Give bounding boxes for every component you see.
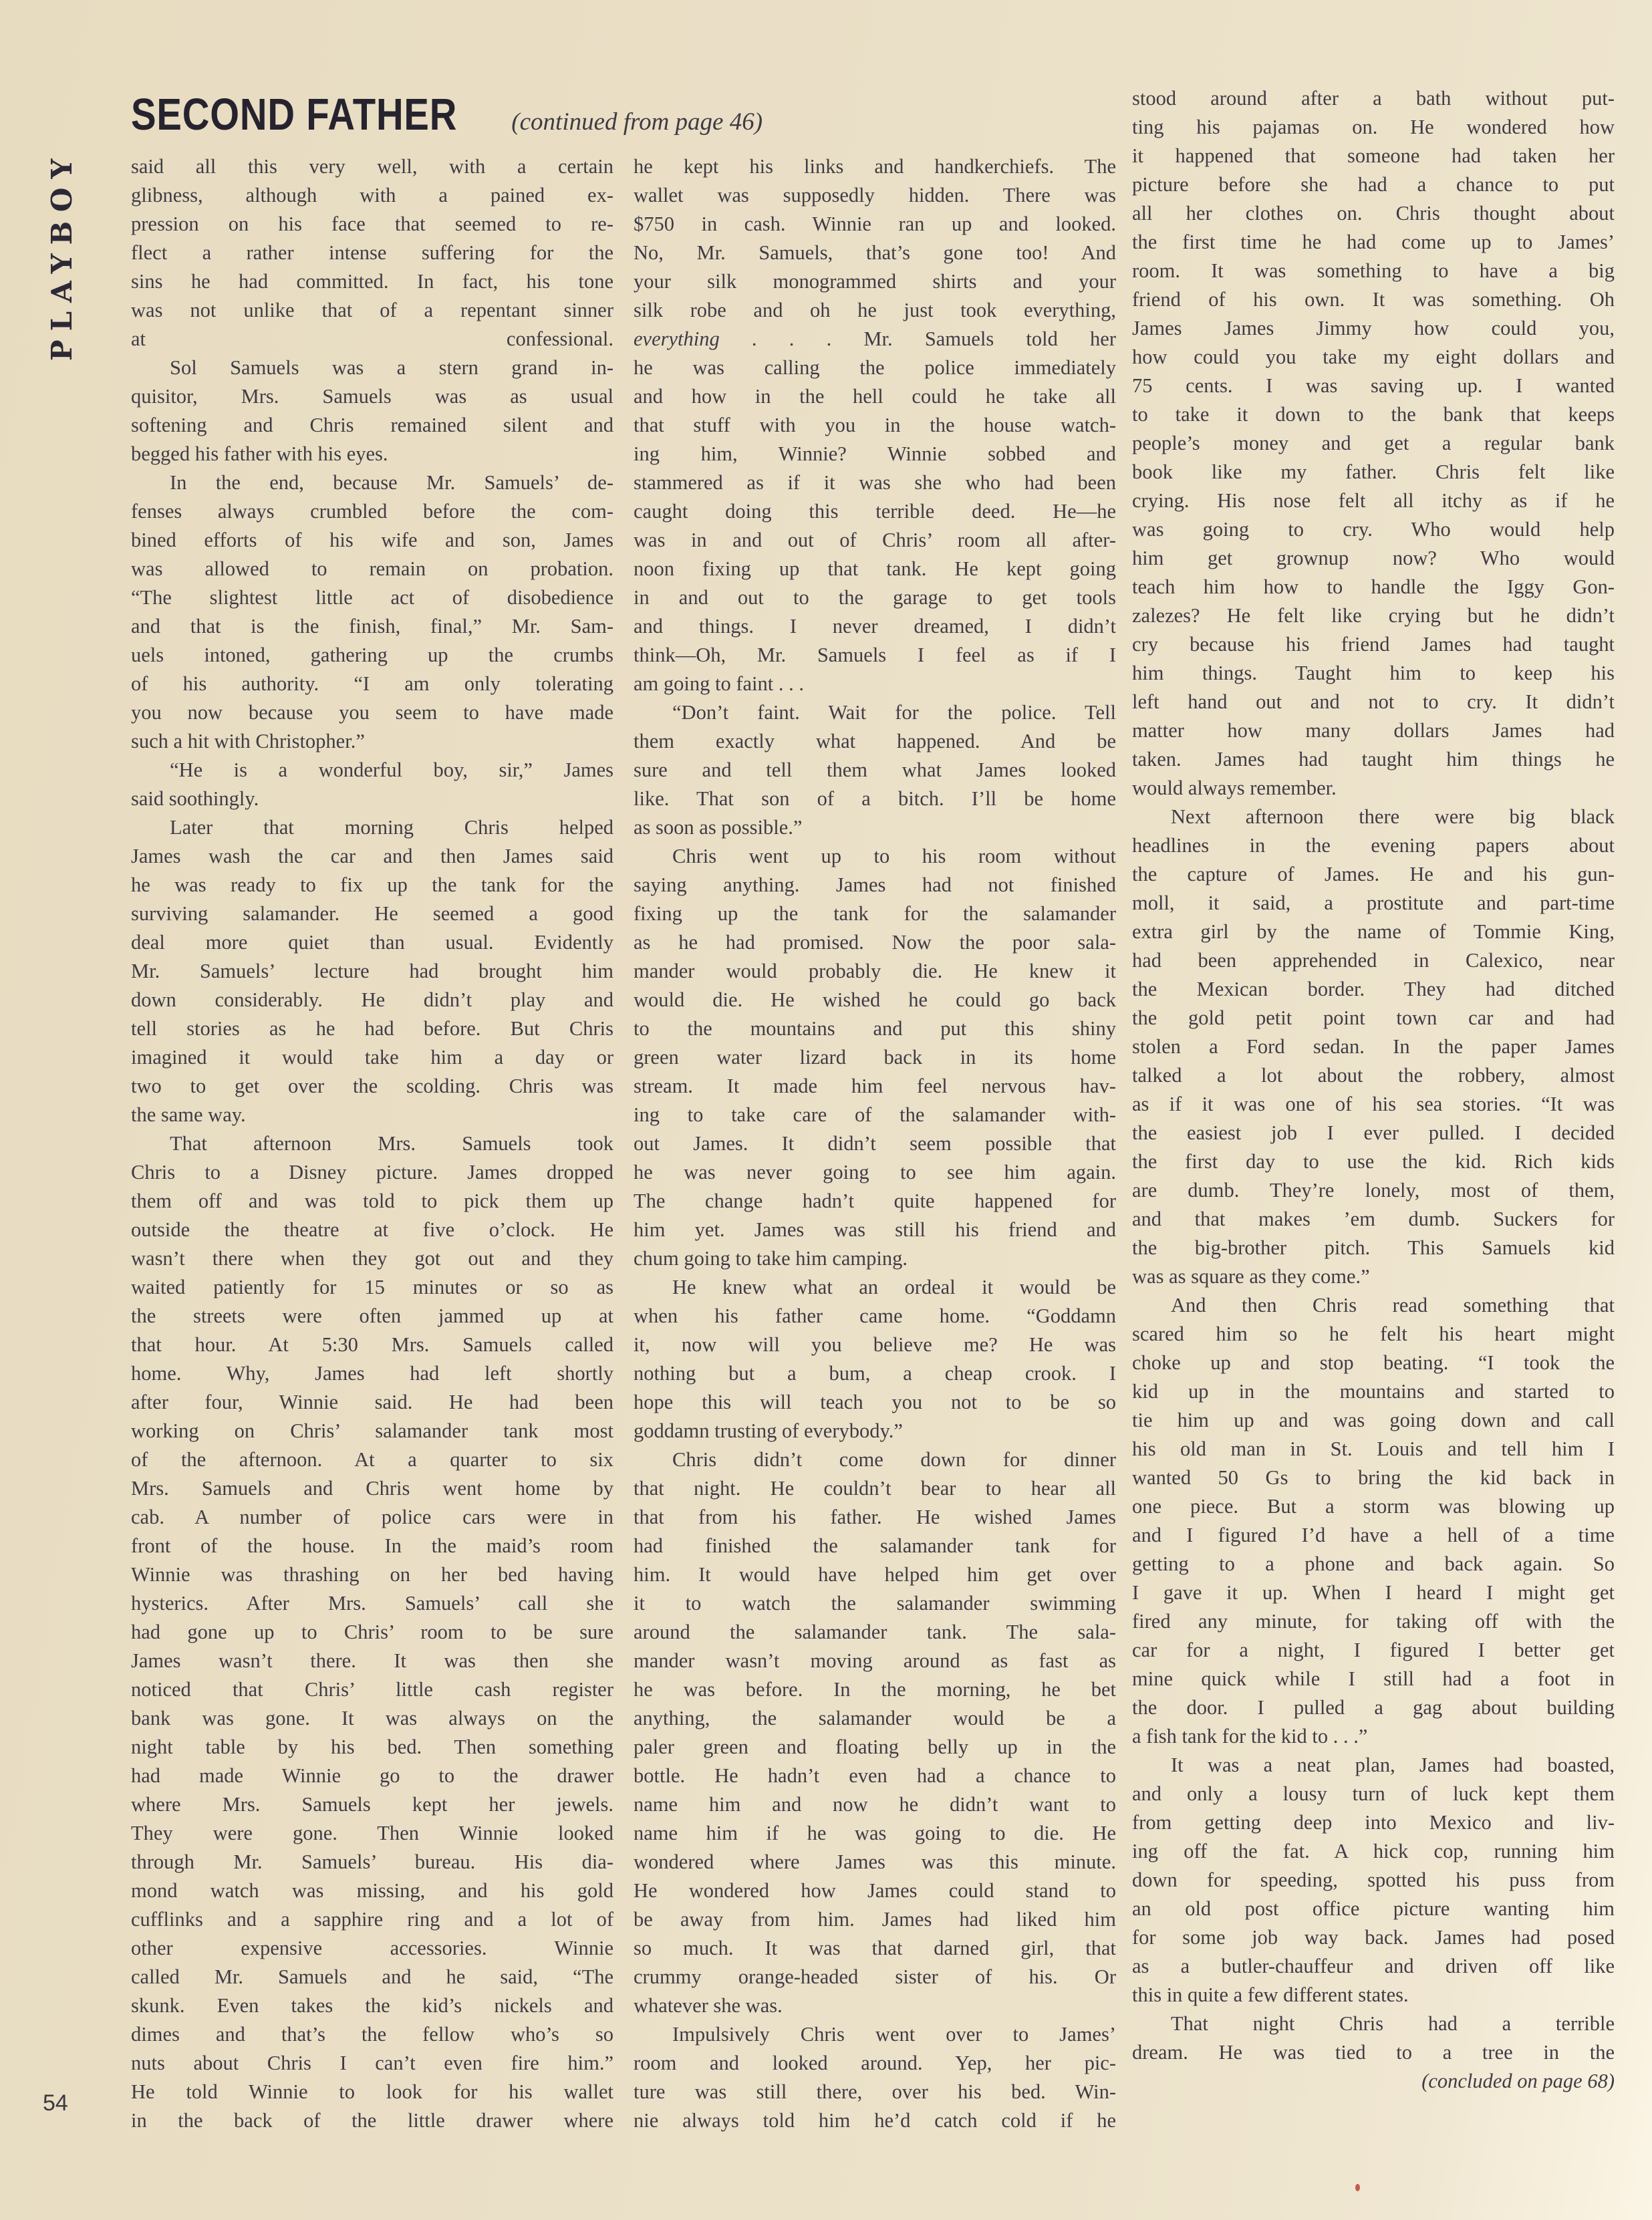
text-line: the first day to use the kid. Rich kids <box>1132 1150 1615 1173</box>
paragraph <box>634 2020 1116 2135</box>
text-line: bank was gone. It was always on the <box>131 1707 613 1729</box>
text-line: that stuff with you in the house watch- <box>634 414 1116 436</box>
text-column-1 <box>131 152 613 2135</box>
text-line: called Mr. Samuels and he said, “The <box>131 1965 613 1988</box>
text-line: it to watch the salamander swimming <box>634 1592 1116 1615</box>
text-line: as soon as possible.” <box>634 816 803 839</box>
paragraph <box>1132 803 1615 1291</box>
text-line: He told Winnie to look for his wallet <box>131 2080 613 2103</box>
article-title: SECOND FATHER <box>131 90 458 140</box>
text-line: name him if he was going to die. He <box>634 1822 1116 1844</box>
text-line: through Mr. Samuels’ bureau. His dia- <box>131 1850 613 1873</box>
text-line: Sol Samuels was a stern grand in- <box>170 356 613 379</box>
text-line: surviving salamander. He seemed a good <box>131 902 613 925</box>
text-line: In the end, because Mr. Samuels’ de- <box>170 471 613 494</box>
text-line: uels intoned, gathering up the crumbs <box>131 644 613 666</box>
text-line: and only a lousy turn of luck kept them <box>1132 1782 1615 1805</box>
text-line: am going to faint . . . <box>634 672 804 695</box>
text-line: ing off the fat. A hick cop, running him <box>1132 1840 1615 1862</box>
text-line: the gold petit point town car and had <box>1132 1006 1615 1029</box>
text-line: sins he had committed. In fact, his tone <box>131 270 613 293</box>
text-line: Chris didn’t come down for dinner <box>672 1448 1116 1471</box>
text-line: That night Chris had a terrible <box>1171 2012 1615 2035</box>
paragraph <box>131 152 613 354</box>
text-line: skunk. Even takes the kid’s nickels and <box>131 1994 613 2017</box>
text-line: It was a neat plan, James had boasted, <box>1171 1754 1615 1776</box>
text-line: like. That son of a bitch. I’ll be home <box>634 787 1116 810</box>
text-line: down considerably. He didn’t play and <box>131 988 613 1011</box>
text-line: he was calling the police immediately <box>634 356 1116 379</box>
text-line: goddamn trusting of everybody.” <box>634 1419 903 1442</box>
concluded-note <box>1132 2067 1615 2096</box>
text-line: nothing but a bum, a cheap crook. I <box>634 1362 1116 1385</box>
paragraph <box>634 1273 1116 1445</box>
text-line: name him and now he didn’t want to <box>634 1793 1116 1816</box>
text-line: $750 in cash. Winnie ran up and looked. <box>634 213 1116 235</box>
text-line: Later that morning Chris helped <box>170 816 613 839</box>
text-line: was not unlike that of a repentant sinner <box>131 299 613 321</box>
paragraph <box>634 698 1116 842</box>
text-line: and that makes ’em dumb. Suckers for <box>1132 1208 1615 1230</box>
text-line: Mrs. Samuels and Chris went home by <box>131 1477 613 1500</box>
paragraph <box>131 756 613 813</box>
text-line: flect a rather intense suffering for the <box>131 241 613 264</box>
text-column-2 <box>634 152 1116 2135</box>
text-line: (concluded on page 68) <box>1421 2070 1615 2092</box>
text-line: an old post office picture wanting him <box>1132 1897 1615 1920</box>
paragraph <box>131 354 613 468</box>
paragraph <box>131 468 613 756</box>
text-line: for some job way back. James had posed <box>1132 1926 1615 1949</box>
paragraph <box>634 842 1116 1273</box>
text-line: around the salamander tank. The sala- <box>634 1621 1116 1643</box>
text-line: saying anything. James had not finished <box>634 873 1116 896</box>
text-line: the capture of James. He and his gun- <box>1132 863 1615 885</box>
text-line: mine quick while I still had a foot in <box>1132 1667 1615 1690</box>
text-line: quisitor, Mrs. Samuels was as usual <box>131 385 613 408</box>
ink-speck <box>1355 2184 1360 2191</box>
text-line: nie always told him he’d catch cold if he <box>634 2109 1116 2132</box>
page-number: 54 <box>43 2090 68 2116</box>
text-line: of the afternoon. At a quarter to six <box>131 1448 613 1471</box>
text-line: ing him, Winnie? Winnie sobbed and <box>634 442 1116 465</box>
text-line: cab. A number of police cars were in <box>131 1506 613 1528</box>
text-line: chum going to take him camping. <box>634 1247 908 1270</box>
text-line: him things. Taught him to keep his <box>1132 662 1615 684</box>
text-line: stood around after a bath without put- <box>1132 87 1615 110</box>
text-line: ting his pajamas on. He wondered how <box>1132 116 1615 138</box>
text-line: he was ready to fix up the tank for the <box>131 873 613 896</box>
text-line: “Don’t faint. Wait for the police. Tell <box>672 701 1116 724</box>
text-line: kid up in the mountains and started to <box>1132 1380 1615 1403</box>
text-line: the big-brother pitch. This Samuels kid <box>1132 1236 1615 1259</box>
text-line: talked a lot about the robbery, almost <box>1132 1064 1615 1087</box>
text-line: zalezes? He felt like crying but he didn’t <box>1132 604 1615 627</box>
text-line: Impulsively Chris went over to James’ <box>672 2023 1116 2046</box>
text-line: I gave it up. When I heard I might get <box>1132 1581 1615 1604</box>
paragraph <box>634 1445 1116 2020</box>
text-line: all her clothes on. Chris thought about <box>1132 202 1615 225</box>
text-line: nuts about Chris I can’t even fire him.” <box>131 2052 613 2074</box>
text-line: getting to a phone and back again. So <box>1132 1552 1615 1575</box>
text-line: He wondered how James could stand to <box>634 1879 1116 1902</box>
text-line: hysterics. After Mrs. Samuels’ call she <box>131 1592 613 1615</box>
text-line: The change hadn’t quite happened for <box>634 1190 1116 1212</box>
text-line: would die. He wished he could go back <box>634 988 1116 1011</box>
text-line: as a butler-chauffeur and driven off like <box>1132 1955 1615 1977</box>
text-line: ture was still there, over his bed. Win- <box>634 2080 1116 2103</box>
paragraph <box>1132 1751 1615 2009</box>
text-line: was allowed to remain on probation. <box>131 557 613 580</box>
text-line: scared him so he felt his heart might <box>1132 1323 1615 1345</box>
text-line: extra girl by the name of Tommie King, <box>1132 920 1615 943</box>
text-line: waited patiently for 15 minutes or so as <box>131 1276 613 1298</box>
text-line: was as square as they come.” <box>1132 1265 1370 1288</box>
text-line: everything . . . Mr. Samuels told her <box>634 327 1116 350</box>
text-line: it happened that someone had taken her <box>1132 144 1615 167</box>
text-line: them off and was told to pick them up <box>131 1190 613 1212</box>
text-line: mond watch was missing, and his gold <box>131 1879 613 1902</box>
text-line: matter how many dollars James had <box>1132 719 1615 742</box>
text-line: imagined it would take him a day or <box>131 1046 613 1069</box>
text-line: said soothingly. <box>131 787 259 810</box>
text-line: tie him up and was going down and call <box>1132 1409 1615 1431</box>
text-line: from getting deep into Mexico and liv- <box>1132 1811 1615 1834</box>
text-line: room. It was something to have a big <box>1132 259 1615 282</box>
text-line: tell stories as he had before. But Chris <box>131 1017 613 1040</box>
paragraph <box>131 813 613 1129</box>
text-line: to take it down to the bank that keeps <box>1132 403 1615 426</box>
text-line: other expensive accessories. Winnie <box>131 1937 613 1959</box>
text-line: noticed that Chris’ little cash register <box>131 1678 613 1701</box>
text-line: bined efforts of his wife and son, James <box>131 529 613 551</box>
text-line: wondered where James was this minute. <box>634 1850 1116 1873</box>
text-line: in and out to the garage to get tools <box>634 586 1116 609</box>
text-line: he kept his links and handkerchiefs. The <box>634 155 1116 178</box>
text-line: deal more quiet than usual. Evidently <box>131 931 613 954</box>
text-line: him get grownup now? Who would <box>1132 547 1615 569</box>
text-line: as if it was one of his sea stories. “It was <box>1132 1093 1615 1115</box>
text-line: people’s money and get a regular bank <box>1132 432 1615 454</box>
text-line: fired any minute, for taking off with the <box>1132 1610 1615 1633</box>
text-line: was going to cry. Who would help <box>1132 518 1615 541</box>
text-line: said all this very well, with a certain <box>131 155 613 178</box>
text-line: crummy orange-headed sister of his. Or <box>634 1965 1116 1988</box>
text-line: the easiest job I ever pulled. I decided <box>1132 1121 1615 1144</box>
text-line: mander wasn’t moving around as fast as <box>634 1649 1116 1672</box>
text-line: your silk monogrammed shirts and your <box>634 270 1116 293</box>
text-line: he was before. In the morning, he bet <box>634 1678 1116 1701</box>
text-line: stammered as if it was she who had been <box>634 471 1116 494</box>
text-line: whatever she was. <box>634 1994 783 2017</box>
text-line: are dumb. They’re lonely, most of them, <box>1132 1179 1615 1202</box>
text-line: Chris to a Disney picture. James dropped <box>131 1161 613 1184</box>
article-header <box>131 90 763 140</box>
text-line: at confessional. <box>131 327 613 350</box>
text-line: pression on his face that seemed to re- <box>131 213 613 235</box>
text-line: was in and out of Chris’ room all after- <box>634 529 1116 551</box>
text-line: taken. James had taught him things he <box>1132 748 1615 771</box>
text-line: the door. I pulled a gag about building <box>1132 1696 1615 1719</box>
text-line: the same way. <box>131 1103 246 1126</box>
text-line: moll, it said, a prostitute and part-time <box>1132 891 1615 914</box>
text-line: this in quite a few different states. <box>1132 1983 1409 2006</box>
text-line: and how in the hell could he take all <box>634 385 1116 408</box>
text-line: would always remember. <box>1132 777 1337 799</box>
paragraph <box>634 152 1116 698</box>
text-line: fixing up the tank for the salamander <box>634 902 1116 925</box>
text-line: mander would probably die. He knew it <box>634 960 1116 982</box>
text-line: caught doing this terrible deed. He—he <box>634 500 1116 523</box>
text-line: “He is a wonderful boy, sir,” James <box>170 758 613 781</box>
text-line: as he had promised. Now the poor sala- <box>634 931 1116 954</box>
text-line: stream. It made him feel nervous hav- <box>634 1075 1116 1097</box>
paragraph <box>131 1129 613 2135</box>
text-line: to the mountains and put this shiny <box>634 1017 1116 1040</box>
text-line: that hour. At 5:30 Mrs. Samuels called <box>131 1333 613 1356</box>
text-line: softening and Chris remained silent and <box>131 414 613 436</box>
text-line: bottle. He hadn’t even had a chance to <box>634 1764 1116 1787</box>
text-line: working on Chris’ salamander tank most <box>131 1419 613 1442</box>
text-line: so much. It was that darned girl, that <box>634 1937 1116 1959</box>
text-line: 75 cents. I was saving up. I wanted <box>1132 374 1615 397</box>
text-line: him yet. James was still his friend and <box>634 1218 1116 1241</box>
text-line: home. Why, James had left shortly <box>131 1362 613 1385</box>
text-line: choke up and stop beating. “I took the <box>1132 1351 1615 1374</box>
text-line: “The slightest little act of disobedience <box>131 586 613 609</box>
text-line: teach him how to handle the Iggy Gon- <box>1132 575 1615 598</box>
continuation-note: (continued from page 46) <box>511 108 763 136</box>
text-line: the streets were often jammed up at <box>131 1304 613 1327</box>
text-line: how could you take my eight dollars and <box>1132 345 1615 368</box>
text-line: glibness, although with a pained ex- <box>131 184 613 206</box>
text-line: such a hit with Christopher.” <box>131 730 365 752</box>
text-line: a fish tank for the kid to . . .” <box>1132 1725 1368 1748</box>
text-line: two to get over the scolding. Chris was <box>131 1075 613 1097</box>
text-line: wanted 50 Gs to bring the kid back in <box>1132 1466 1615 1489</box>
paragraph <box>1132 84 1615 803</box>
text-line: noon fixing up that tank. He kept going <box>634 557 1116 580</box>
text-line: one piece. But a storm was blowing up <box>1132 1495 1615 1518</box>
text-line: silk robe and oh he just took everything, <box>634 299 1116 321</box>
text-line: him. It would have helped him get over <box>634 1563 1116 1586</box>
text-line: out James. It didn’t seem possible that <box>634 1132 1116 1155</box>
text-line: them exactly what happened. And be <box>634 730 1116 752</box>
text-line: had finished the salamander tank for <box>634 1534 1116 1557</box>
text-line: room and looked around. Yep, her pic- <box>634 2052 1116 2074</box>
text-line: cufflinks and a sapphire ring and a lot of <box>131 1908 613 1931</box>
text-line: think—Oh, Mr. Samuels I feel as if I <box>634 644 1116 666</box>
text-line: it, now will you believe me? He was <box>634 1333 1116 1356</box>
text-line: picture before she had a chance to put <box>1132 173 1615 196</box>
text-line: James wash the car and then James said <box>131 845 613 867</box>
text-line: Next afternoon there were big black <box>1171 805 1615 828</box>
text-line: be away from him. James had liked him <box>634 1908 1116 1931</box>
text-line: the Mexican border. They had ditched <box>1132 978 1615 1000</box>
text-line: fenses always crumbled before the com- <box>131 500 613 523</box>
text-line: and I figured I’d have a hell of a time <box>1132 1524 1615 1546</box>
text-line: dream. He was tied to a tree in the <box>1132 2041 1615 2064</box>
text-line: headlines in the evening papers about <box>1132 834 1615 857</box>
text-line: you now because you seem to have made <box>131 701 613 724</box>
text-line: the first time he had come up to James’ <box>1132 231 1615 253</box>
text-line: when his father came home. “Goddamn <box>634 1304 1116 1327</box>
text-line: had gone up to Chris’ room to be sure <box>131 1621 613 1643</box>
magazine-spine-title: PLAYBOY <box>45 150 78 361</box>
text-line: begged his father with his eyes. <box>131 442 388 465</box>
text-line: and that is the finish, final,” Mr. Sam- <box>131 615 613 638</box>
text-line: hope this will teach you not to be so <box>634 1391 1116 1413</box>
text-line: he was never going to see him again. <box>634 1161 1116 1184</box>
text-line: book like my father. Chris felt like <box>1132 460 1615 483</box>
text-line: cry because his friend James had taught <box>1132 633 1615 656</box>
text-line: They were gone. Then Winnie looked <box>131 1822 613 1844</box>
text-line: And then Chris read something that <box>1171 1294 1615 1316</box>
text-line: car for a night, I figured I better get <box>1132 1639 1615 1661</box>
text-line: that night. He couldn’t bear to hear all <box>634 1477 1116 1500</box>
text-line: stolen a Ford sedan. In the paper James <box>1132 1035 1615 1058</box>
text-line: ing to take care of the salamander with- <box>634 1103 1116 1126</box>
text-line: and things. I never dreamed, I didn’t <box>634 615 1116 638</box>
text-line: down for speeding, spotted his puss from <box>1132 1868 1615 1891</box>
text-line: outside the theatre at five o’clock. He <box>131 1218 613 1241</box>
text-line: James James Jimmy how could you, <box>1132 317 1615 339</box>
text-line: where Mrs. Samuels kept her jewels. <box>131 1793 613 1816</box>
text-line: had made Winnie go to the drawer <box>131 1764 613 1787</box>
text-line: left hand out and not to cry. It didn’t <box>1132 690 1615 713</box>
text-line: of his authority. “I am only tolerating <box>131 672 613 695</box>
text-line: Winnie was thrashing on her bed having <box>131 1563 613 1586</box>
text-line: wallet was supposedly hidden. There was <box>634 184 1116 206</box>
text-line: That afternoon Mrs. Samuels took <box>170 1132 613 1155</box>
text-line: paler green and floating belly up in the <box>634 1736 1116 1758</box>
text-line: front of the house. In the maid’s room <box>131 1534 613 1557</box>
text-line: wasn’t there when they got out and they <box>131 1247 613 1270</box>
text-line: dimes and that’s the fellow who’s so <box>131 2023 613 2046</box>
text-line: James wasn’t there. It was then she <box>131 1649 613 1672</box>
text-line: in the back of the little drawer where <box>131 2109 613 2132</box>
text-line: Chris went up to his room without <box>672 845 1116 867</box>
text-line: anything, the salamander would be a <box>634 1707 1116 1729</box>
text-line: sure and tell them what James looked <box>634 758 1116 781</box>
text-line: had been apprehended in Calexico, near <box>1132 949 1615 972</box>
paragraph <box>1132 1291 1615 1751</box>
paragraph <box>1132 2009 1615 2067</box>
text-line: friend of his own. It was something. Oh <box>1132 288 1615 311</box>
text-line: night table by his bed. Then something <box>131 1736 613 1758</box>
text-column-3 <box>1132 84 1615 2096</box>
text-line: crying. His nose felt all itchy as if he <box>1132 489 1615 512</box>
text-line: No, Mr. Samuels, that’s gone too! And <box>634 241 1116 264</box>
text-line: Mr. Samuels’ lecture had brought him <box>131 960 613 982</box>
text-line: that from his father. He wished James <box>634 1506 1116 1528</box>
text-line: He knew what an ordeal it would be <box>672 1276 1116 1298</box>
text-line: his old man in St. Louis and tell him I <box>1132 1437 1615 1460</box>
text-line: after four, Winnie said. He had been <box>131 1391 613 1413</box>
text-line: green water lizard back in its home <box>634 1046 1116 1069</box>
